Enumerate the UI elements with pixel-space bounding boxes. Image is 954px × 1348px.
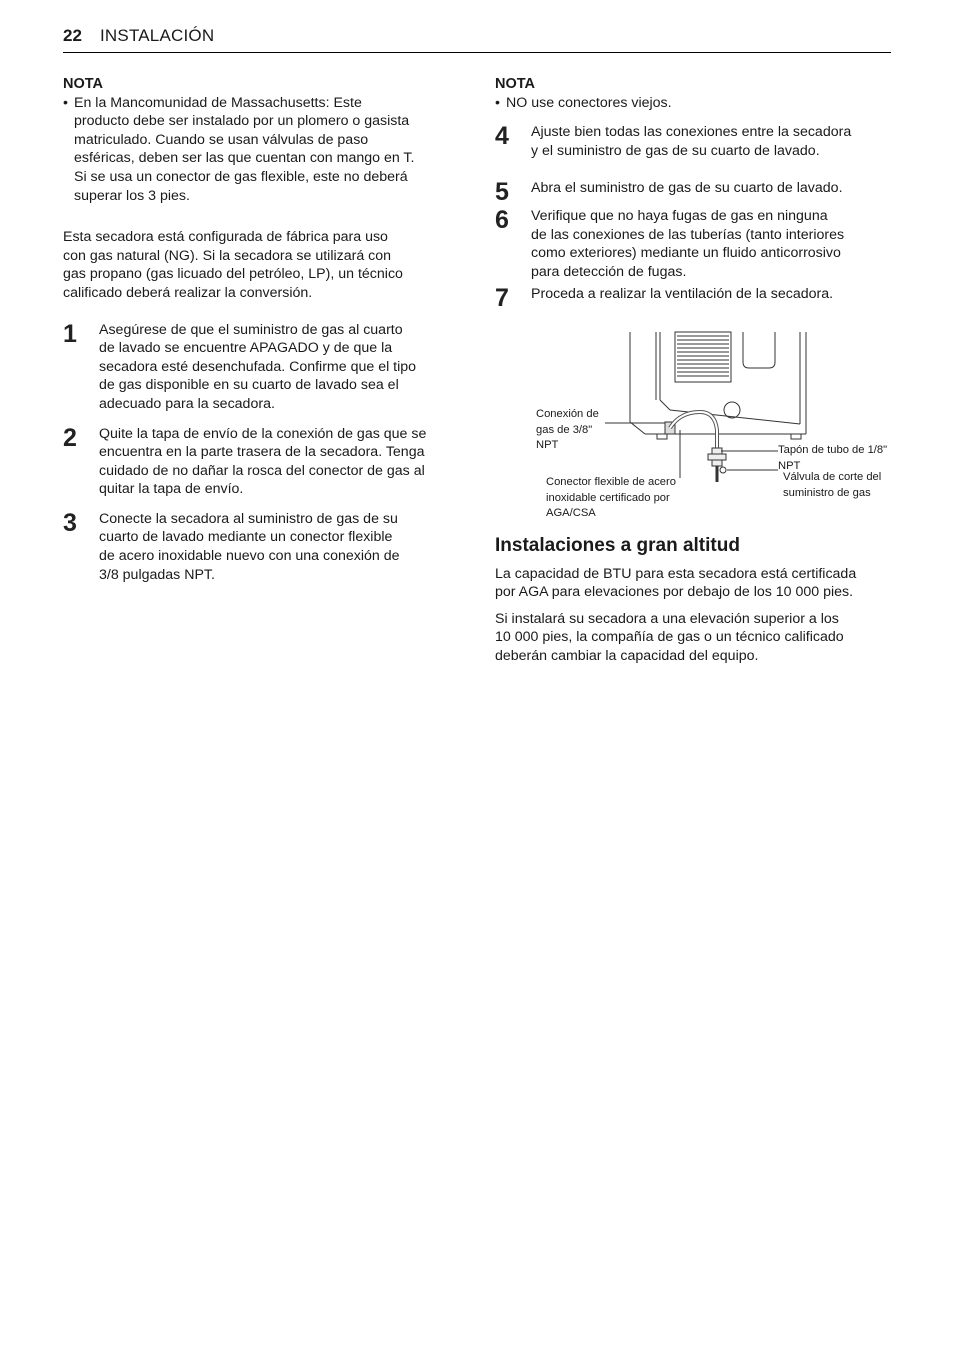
step-number: 7 xyxy=(495,284,509,313)
label-line: Tapón de tubo de 1/8" xyxy=(778,444,888,456)
note-line: matriculado. Cuando se usan válvulas de paso xyxy=(74,131,369,148)
note-line: Si se usa un conector de gas flexible, este no deberá xyxy=(74,168,408,185)
step-number: 3 xyxy=(63,508,77,537)
label-line: suministro de gas xyxy=(783,486,871,499)
intro-line: Esta secadora está configurada de fábrica para uso xyxy=(63,229,388,246)
step-line: para detección de fugas. xyxy=(531,263,687,280)
label-line: gas de 3/8" xyxy=(536,423,593,436)
step-6 xyxy=(495,207,895,281)
step-line: de las conexiones de las tuberías (tanto interiores xyxy=(531,226,845,243)
page-header xyxy=(63,26,891,53)
note-line: producto debe ser instalado por un plomero o gasista xyxy=(74,113,410,130)
altitude-paragraph-2 xyxy=(495,610,895,666)
label-shutoff-valve xyxy=(783,470,881,501)
intro-line: gas propano (gas licuado del petróleo, LP), un técnico xyxy=(63,266,403,283)
intro-line: calificado deberá realizar la conversión. xyxy=(63,284,313,301)
step-4 xyxy=(495,123,895,160)
note-line: esféricas, deben ser las que cuentan con mango en T. xyxy=(74,150,415,167)
section-title: INSTALACIÓN xyxy=(100,26,215,45)
right-column xyxy=(495,75,895,313)
label-flex-connector xyxy=(546,475,676,522)
step-3 xyxy=(63,510,463,584)
label-line: NPT xyxy=(778,459,801,472)
step-line: secadora esté desenchufada. Confirme que el tipo xyxy=(99,358,417,375)
page-number: 22 xyxy=(63,26,82,45)
label-line: Válvula de corte del xyxy=(783,471,882,483)
label-line: Conexión de xyxy=(536,408,599,420)
note-bullet-old-connectors: • NO use conectores viejos. xyxy=(495,94,895,113)
note-line: • En la Mancomunidad de Massachusetts: Este xyxy=(74,94,362,111)
step-line: de lavado se encuentre APAGADO y de que la xyxy=(99,340,393,357)
step-7 xyxy=(495,284,895,313)
para-line: 10 000 pies, la compañía de gas o un técnico calificado xyxy=(495,629,844,646)
intro-paragraph xyxy=(63,228,463,302)
step-line: de acero inoxidable nuevo con una conexión de xyxy=(99,548,400,565)
label-line: Conector flexible de acero xyxy=(546,476,676,488)
note-line: superar los 3 pies. xyxy=(74,187,190,204)
label-line: AGA/CSA xyxy=(546,507,596,520)
step-line: quitar la tapa de envío. xyxy=(99,481,244,498)
step-line: Conecte la secadora al suministro de gas de su xyxy=(99,510,398,527)
left-column xyxy=(63,75,463,584)
step-line: de gas disponible en su cuarto de lavado sea el xyxy=(99,377,399,394)
intro-line: con gas natural (NG). Si la secadora se utilizará con xyxy=(63,247,392,264)
para-line: La capacidad de BTU para esta secadora está certificada xyxy=(495,565,857,582)
step-line: encuentra en la parte trasera de la secadora. Tenga xyxy=(99,444,425,461)
step-number: 4 xyxy=(495,122,509,151)
note-title: NOTA xyxy=(63,76,104,92)
label-line: NPT xyxy=(536,439,559,452)
step-line: cuidado de no dañar la rosca del conector de gas al xyxy=(99,462,425,479)
step-number: 1 xyxy=(63,319,77,348)
para-line: Si instalará su secadora a una elevación superior a los xyxy=(495,610,839,627)
step-5 xyxy=(495,178,895,207)
step-line: Abra el suministro de gas de su cuarto de lavado. xyxy=(531,180,843,197)
label-line: inoxidable certificado por xyxy=(546,491,670,504)
altitude-heading: Instalaciones a gran altitud xyxy=(495,535,740,556)
step-line: cuarto de lavado mediante un conector flexible xyxy=(99,529,393,546)
step-line: Proceda a realizar la ventilación de la secadora. xyxy=(531,286,834,303)
note-title: NOTA xyxy=(495,76,536,92)
step-number: 2 xyxy=(63,423,77,452)
step-number: 6 xyxy=(495,205,509,234)
para-line: por AGA para elevaciones por debajo de los 10 000 pies. xyxy=(495,584,854,601)
step-2 xyxy=(63,425,463,499)
step-line: Verifique que no haya fugas de gas en ninguna xyxy=(531,207,828,224)
para-line: deberán cambiar la capacidad del equipo. xyxy=(495,647,759,664)
label-gas-connection xyxy=(536,407,599,454)
altitude-section xyxy=(495,537,895,666)
step-line: 3/8 pulgadas NPT. xyxy=(99,566,215,583)
step-line: como exteriores) mediante un fluido anticorrosivo xyxy=(531,245,841,262)
note-bullet-massachusetts xyxy=(63,94,463,206)
step-number: 5 xyxy=(495,178,509,207)
altitude-paragraph-1 xyxy=(495,565,895,602)
step-line: y el suministro de gas de su cuarto de lavado. xyxy=(531,142,820,159)
gas-connection-diagram xyxy=(495,330,895,525)
step-line: adecuado para la secadora. xyxy=(99,395,275,412)
step-line: Ajuste bien todas las conexiones entre la secadora xyxy=(531,124,852,141)
step-1 xyxy=(63,321,463,414)
step-line: Asegúrese de que el suministro de gas al cuarto xyxy=(99,321,403,338)
step-line: Quite la tapa de envío de la conexión de gas que se xyxy=(99,425,427,442)
